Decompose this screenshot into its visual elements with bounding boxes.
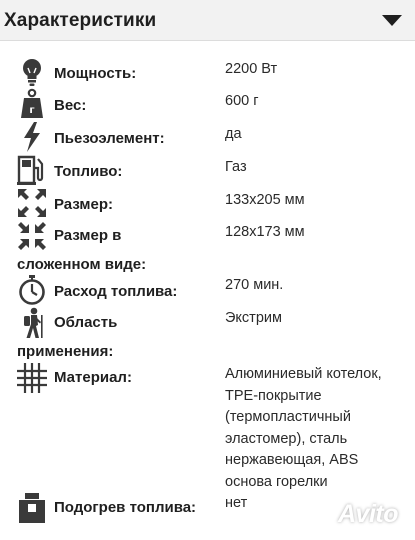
section-header[interactable] <box>0 0 415 41</box>
spec-label: Вес: <box>54 97 87 114</box>
spec-row-application <box>0 307 415 363</box>
spec-value: 600 г <box>225 93 259 109</box>
spec-row-material <box>0 362 415 494</box>
grid-icon <box>16 362 48 394</box>
lightning-bolt-icon <box>16 121 48 153</box>
spec-value-line: основа горелки <box>225 473 328 490</box>
section-title: Характеристики <box>4 10 157 31</box>
spec-row-weight <box>0 88 415 122</box>
watermark-text: Avito <box>338 500 398 528</box>
spec-value: 133x205 мм <box>225 192 305 208</box>
spec-row-piezo <box>0 121 415 155</box>
spec-label: Мощность: <box>54 65 137 82</box>
expand-arrows-icon <box>16 187 48 219</box>
spec-label-continuation: применения: <box>17 343 114 360</box>
spec-label: Материал: <box>54 369 132 386</box>
weight-icon <box>16 88 48 120</box>
spec-label: Размер: <box>54 196 114 213</box>
spec-row-folded-size <box>0 220 415 276</box>
spec-row-fuel <box>0 154 415 188</box>
spec-value-line: нержавеющая, ABS <box>225 452 359 468</box>
spec-value-line: TPE-покрытие <box>225 387 322 404</box>
spec-value: да <box>225 126 242 142</box>
spec-value-line: Алюминиевый котелок, <box>225 366 382 382</box>
spec-row-power <box>0 56 415 90</box>
spec-label: Пьезоэлемент: <box>54 130 165 147</box>
spec-value-line: (термопластичный <box>225 409 351 425</box>
avito-logo-icon <box>310 503 336 529</box>
spec-label: Расход топлива: <box>54 283 178 300</box>
stopwatch-icon <box>16 274 48 306</box>
spec-label: Область <box>54 314 118 331</box>
spec-label: Топливо: <box>54 163 123 180</box>
spec-value-multiline <box>225 364 413 493</box>
chevron-down-icon[interactable] <box>380 13 404 29</box>
avito-watermark <box>310 499 410 533</box>
hiker-icon <box>16 307 48 339</box>
fuel-pump-icon <box>16 154 48 186</box>
spec-label: Размер в <box>54 227 122 244</box>
spec-value: Экстрим <box>225 310 282 326</box>
fuel-canister-icon <box>16 492 48 524</box>
spec-row-size <box>0 187 415 221</box>
spec-label: Подогрев топлива: <box>54 499 197 516</box>
spec-value: Газ <box>225 159 247 175</box>
light-bulb-icon <box>16 56 48 88</box>
spec-value-line: эластомер), сталь <box>225 430 348 447</box>
spec-value: 2200 Вт <box>225 61 278 77</box>
collapse-arrows-icon <box>16 220 48 252</box>
spec-value: 270 мин. <box>225 277 284 293</box>
spec-label-continuation: сложенном виде: <box>17 256 147 273</box>
spec-value: нет <box>225 495 248 511</box>
spec-row-fuel-consumption <box>0 274 415 308</box>
svg-text:г: г <box>29 105 35 116</box>
spec-value: 128x173 мм <box>225 224 305 240</box>
